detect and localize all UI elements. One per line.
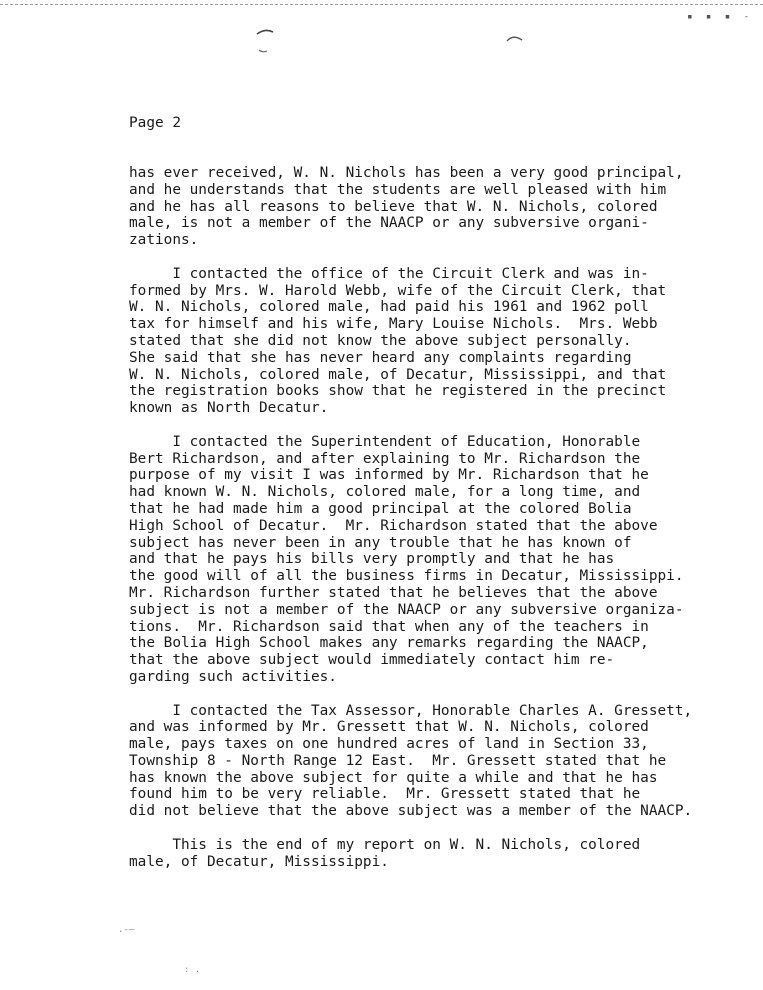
text-line: formed by Mrs. W. Harold Webb, wife of the Circuit Clerk, that [129,282,667,299]
text-line: stated that she did not know the above subject personally. [129,332,632,349]
text-line: tax for himself and his wife, Mary Louise Nichols. Mrs. Webb [129,316,658,333]
report-paragraph [129,837,749,871]
report-paragraph [129,434,749,686]
text-line: the good will of all the business firms in Decatur, Mississippi. [129,568,684,585]
text-line: did not believe that the above subject was a member of the NAACP. [129,803,693,820]
corner-marks: ▪ ▪ ▪ - [687,12,753,22]
text-line: zations. [129,232,199,249]
text-line: and was informed by Mr. Gressett that W. N. Nichols, colored [129,719,649,736]
text-line: Bert Richardson, and after explaining to Mr. Richardson the [129,450,641,467]
text-line: and he understands that the students are well pleased with him [129,181,667,198]
text-line: that he had made him a good principal at the colored Bolia [129,500,632,517]
text-line: I contacted the Tax Assessor, Honorable Charles A. Gressett, [129,702,693,719]
margin-speck: : . [184,965,201,975]
report-body [129,165,749,887]
text-line: had known W. N. Nichols, colored male, for a long time, and [129,484,641,501]
text-line: male, is not a member of the NAACP or any subversive organi- [129,215,649,232]
text-line: that the above subject would immediately contact him re- [129,652,615,669]
text-line: male, pays taxes on one hundred acres of land in Section 33, [129,736,649,753]
text-line: I contacted the Superintendent of Education, Honorable [129,433,641,450]
page-number-label: Page 2 [129,115,181,131]
text-line: known as North Decatur. [129,400,329,417]
hole-punch-mark-left [256,28,274,38]
text-line: She said that she has never heard any complaints regarding [129,349,632,366]
text-line: W. N. Nichols, colored male, of Decatur, Mississippi, and that [129,366,667,383]
text-line: W. N. Nichols, colored male, had paid his 1961 and 1962 poll [129,299,649,316]
text-line: and he has all reasons to believe that W. N. Nichols, colored [129,198,658,215]
hole-punch-mark-right [506,34,524,44]
text-line: has known the above subject for quite a while and that he has [129,769,658,786]
text-line: male, of Decatur, Mississippi. [129,853,389,870]
text-line: found him to be very reliable. Mr. Gressett stated that he [129,786,641,803]
text-line: Township 8 - North Range 12 East. Mr. Gressett stated that he [129,752,667,769]
report-paragraph [129,703,749,821]
text-line: the Bolia High School makes any remarks regarding the NAACP, [129,635,649,652]
text-line: subject has never been in any trouble that he has known of [129,534,632,551]
text-line: and that he pays his bills very promptly and that he has [129,551,615,568]
text-line: This is the end of my report on W. N. Nichols, colored [129,836,641,853]
text-line: purpose of my visit I was informed by Mr. Richardson that he [129,467,649,484]
top-edge-rule [0,4,763,5]
text-line: garding such activities. [129,668,337,685]
report-paragraph [129,266,749,417]
text-line: has ever received, W. N. Nichols has been a very good principal, [129,165,684,181]
text-line: tions. Mr. Richardson said that when any of the teachers in [129,618,649,635]
text-line: High School of Decatur. Mr. Richardson stated that the above [129,517,658,534]
text-line: I contacted the office of the Circuit Clerk and was in- [129,265,649,282]
hole-punch-mark-small [258,48,268,54]
text-line: subject is not a member of the NAACP or any subversive organiza- [129,601,684,618]
text-line: the registration books show that he registered in the precinct [129,383,667,400]
text-line: Mr. Richardson further stated that he believes that the above [129,584,658,601]
report-paragraph [129,165,749,249]
margin-speck: .-— [118,925,135,935]
